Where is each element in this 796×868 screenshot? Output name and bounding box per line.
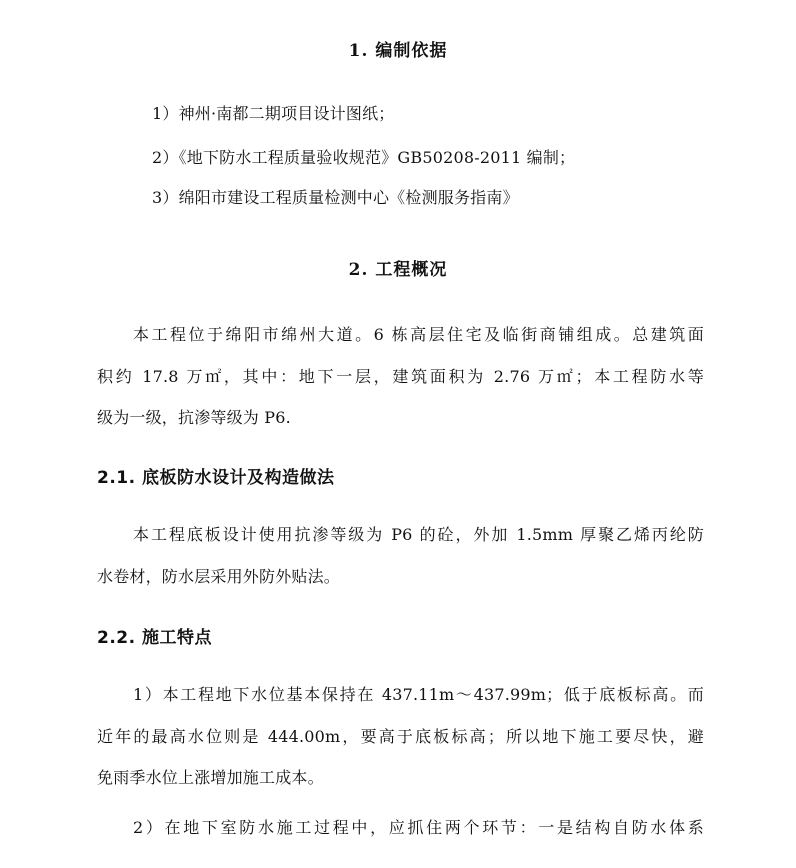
overview-line-3: 级为一级，抗渗等级为 P6.	[97, 408, 291, 427]
floor-slab-line-1: 本工程底板设计使用抗渗等级为 P6 的砼，外加 1.5mm 厚聚乙烯丙纶防	[133, 525, 704, 544]
section-2-1-heading: 2.1. 底板防水设计及构造做法	[97, 468, 335, 488]
basis-item-3: 3）绵阳市建设工程质量检测中心《检测服务指南》	[152, 188, 519, 207]
features-p2-line-1: 2）在地下室防水施工过程中，应抓住两个环节：一是结构自防水体系	[133, 818, 704, 837]
basis-item-2: 2）《地下防水工程质量验收规范》GB50208-2011 编制；	[152, 148, 576, 167]
basis-item-1: 1）神州·南都二期项目设计图纸；	[152, 104, 395, 123]
overview-line-1: 本工程位于绵阳市绵州大道。6 栋高层住宅及临街商铺组成。总建筑面	[133, 325, 704, 344]
features-p1-line-2: 近年的最高水位则是 444.00m，要高于底板标高；所以地下施工要尽快，避	[97, 727, 704, 746]
section-2-2-heading: 2.2. 施工特点	[97, 628, 212, 648]
features-p1-line-3: 免雨季水位上涨增加施工成本。	[97, 768, 324, 787]
overview-line-2: 积约 17.8 万㎡，其中：地下一层，建筑面积为 2.76 万㎡；本工程防水等	[97, 367, 704, 386]
section-2-heading: 2. 工程概况	[348, 260, 448, 280]
section-1-heading: 1. 编制依据	[348, 41, 448, 61]
floor-slab-line-2: 水卷材，防水层采用外防外贴法。	[97, 567, 341, 586]
features-p1-line-1: 1）本工程地下水位基本保持在 437.11m～437.99m；低于底板标高。而	[133, 685, 704, 704]
